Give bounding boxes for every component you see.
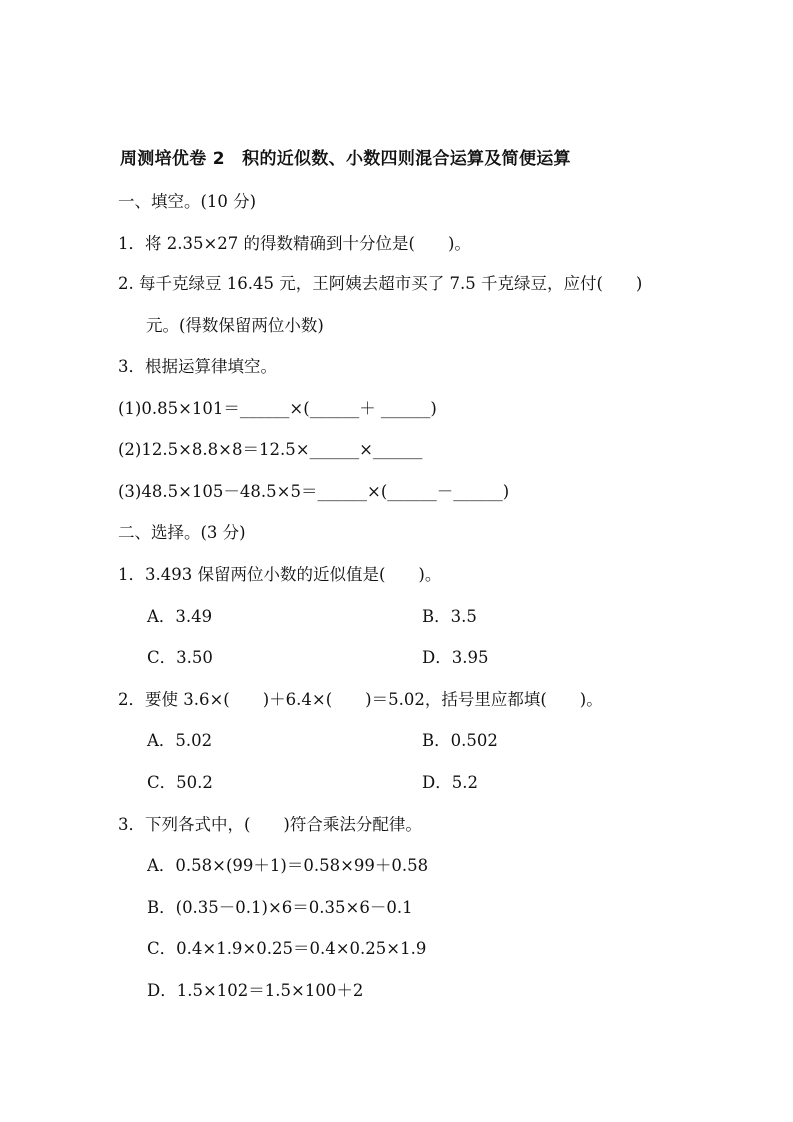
option-2-2-b: B．0.502	[422, 731, 498, 750]
question-1-2-cont: 元。(得数保留两位小数)	[146, 316, 324, 335]
option-2-2-a: A．5.02	[147, 731, 213, 750]
option-2-1-d: D．3.95	[422, 648, 489, 667]
option-2-1-b: B．3.5	[422, 607, 477, 626]
section1-heading: 一、填空。(10 分)	[118, 192, 257, 211]
question-2-1: 1．3.493 保留两位小数的近似值是( )。	[118, 565, 442, 584]
option-2-2-d: D．5.2	[422, 773, 478, 792]
option-2-3-a: A．0.58×(99＋1)＝0.58×99＋0.58	[147, 856, 429, 875]
option-2-3-d: D．1.5×102＝1.5×100＋2	[147, 981, 364, 1000]
page-title: 周测培优卷 2 积的近似数、小数四则混合运算及简便运算	[120, 149, 571, 169]
question-2-3: 3．下列各式中，( )符合乘法分配律。	[118, 815, 422, 834]
question-1-2: 2. 每千克绿豆 16.45 元，王阿姨去超市买了 7.5 千克绿豆，应付( )	[118, 274, 643, 293]
question-1-3: 3．根据运算律填空。	[118, 357, 277, 376]
option-2-2-c: C．50.2	[147, 773, 213, 792]
question-1-3-1: (1)0.85×101＝______×(______＋ ______)	[118, 399, 437, 418]
question-1-3-3: (3)48.5×105－48.5×5＝______×(______－______)	[118, 482, 510, 501]
option-2-3-c: C．0.4×1.9×0.25＝0.4×0.25×1.9	[147, 939, 427, 958]
question-1-1: 1．将 2.35×27 的得数精确到十分位是( )。	[118, 234, 471, 253]
question-2-2: 2．要使 3.6×( )＋6.4×( )＝5.02，括号里应都填( )。	[118, 690, 603, 709]
option-2-3-b: B．(0.35－0.1)×6＝0.35×6－0.1	[147, 898, 413, 917]
question-1-3-2: (2)12.5×8.8×8＝12.5×______×______	[118, 440, 423, 459]
option-2-1-c: C．3.50	[147, 648, 213, 667]
section2-heading: 二、选择。(3 分)	[118, 523, 246, 542]
option-2-1-a: A．3.49	[147, 607, 213, 626]
